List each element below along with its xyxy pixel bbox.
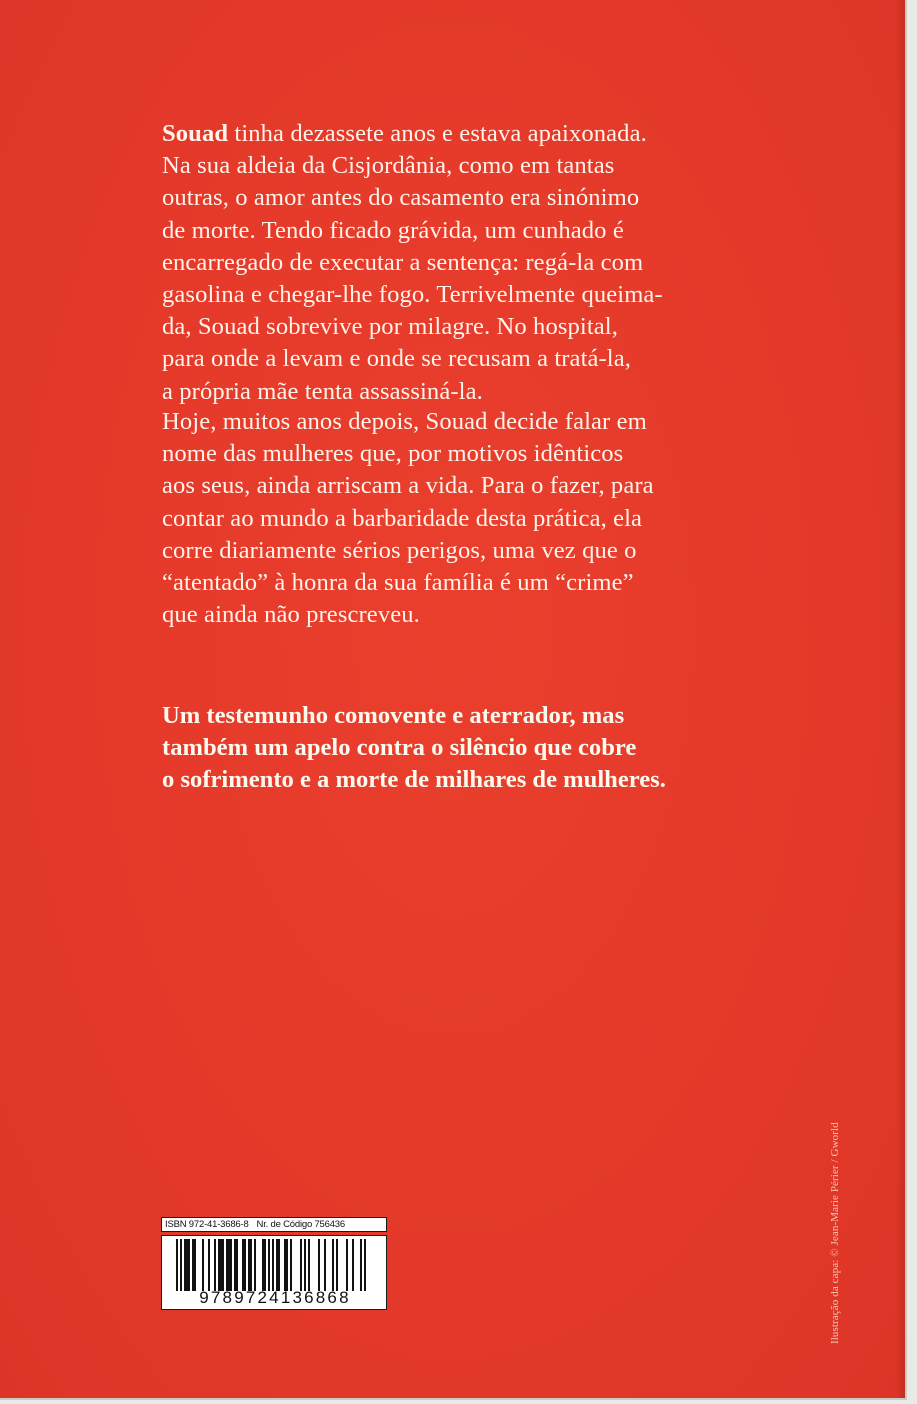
synopsis-line: para onde a levam e onde se recusam a tratá-la,: [162, 345, 632, 373]
barcode-bar: [262, 1239, 264, 1291]
isbn-strip: [161, 1217, 387, 1232]
tagline-line: o sofrimento e a morte de milhares de mulheres.: [162, 766, 666, 794]
barcode-bar: [300, 1239, 302, 1291]
barcode-bar: [234, 1239, 236, 1291]
barcode-bar: [230, 1239, 232, 1291]
synopsis-line: que ainda não prescreveu.: [162, 601, 420, 629]
product-code: Nr. de Código 756436: [256, 1219, 345, 1230]
barcode-bar: [352, 1239, 354, 1291]
synopsis-paragraph-1: [162, 118, 702, 408]
barcode-bar: [248, 1239, 250, 1291]
barcode-bar: [228, 1239, 230, 1291]
barcode-bar: [308, 1239, 310, 1291]
synopsis-line: outras, o amor antes do casamento era sinónimo: [162, 184, 640, 212]
barcode-bar: [220, 1239, 222, 1291]
barcode-bar: [242, 1239, 244, 1291]
page-edge-shadow: [896, 0, 905, 1398]
barcode-bar: [318, 1239, 320, 1291]
synopsis-line: corre diariamente sérios perigos, uma vez que o: [162, 536, 637, 564]
synopsis-line: a própria mãe tenta assassiná-la.: [162, 377, 483, 405]
barcode-bar: [186, 1239, 188, 1291]
barcode-bar: [202, 1239, 204, 1291]
protagonist-name: Souad: [162, 120, 229, 147]
barcode-bar: [254, 1239, 256, 1291]
tagline-line: também um apelo contra o silêncio que cobre: [162, 734, 637, 762]
tagline-line: Um testemunho comovente e aterrador, mas: [162, 702, 625, 729]
synopsis-line: gasolina e chegar-lhe fogo. Terrivelmente queima-: [162, 281, 663, 309]
barcode-bar: [360, 1239, 362, 1291]
barcode-bar: [336, 1239, 338, 1291]
barcode-bar: [188, 1239, 190, 1291]
barcode-bar: [244, 1239, 246, 1291]
synopsis-line: Souad tinha dezassete anos e estava apaixonada.: [162, 120, 647, 147]
barcode-bar: [184, 1239, 186, 1291]
synopsis-line: contar ao mundo a barbaridade desta prática, ela: [162, 504, 643, 532]
barcode-bar: [332, 1239, 334, 1291]
synopsis-line: “atentado” à honra da sua família é um “crime”: [162, 569, 634, 597]
synopsis-line: nome das mulheres que, por motivos idênticos: [162, 440, 624, 468]
barcode-bar: [226, 1239, 228, 1291]
barcode-bar: [236, 1239, 238, 1291]
isbn-number: ISBN 972-41-3686-8: [165, 1219, 249, 1230]
synopsis-line: encarregado de executar a sentença: regá-la com: [162, 248, 644, 276]
barcode-bar: [278, 1239, 280, 1291]
barcode-bar: [222, 1239, 224, 1291]
synopsis-line: Hoje, muitos anos depois, Souad decide falar em: [162, 408, 647, 435]
ean-barcode: [161, 1235, 387, 1310]
barcode-label: [161, 1217, 387, 1310]
synopsis-line: Na sua aldeia da Cisjordânia, como em tantas: [162, 152, 615, 180]
barcode-bar: [214, 1239, 216, 1291]
barcode-bar: [218, 1239, 220, 1291]
barcode-bar: [194, 1239, 196, 1291]
tagline: [162, 700, 722, 797]
synopsis-paragraph-2: [162, 406, 702, 631]
barcode-bar: [268, 1239, 270, 1291]
barcode-bar: [176, 1239, 178, 1291]
barcode-bar: [284, 1239, 286, 1291]
barcode-bar: [286, 1239, 288, 1291]
cover-illustration-credit: Ilustração da capa: © Jean-Marie Périer / Gworld: [829, 1122, 841, 1344]
barcode-bar: [208, 1239, 210, 1291]
barcode-bar: [304, 1239, 306, 1291]
barcode-bar: [346, 1239, 348, 1291]
barcode-bar: [264, 1239, 266, 1291]
barcode-digits: 9789724136868: [199, 1288, 351, 1307]
barcode-bar: [272, 1239, 274, 1291]
barcode-bar: [250, 1239, 252, 1291]
barcode-bar: [192, 1239, 194, 1291]
barcode-bars: [162, 1236, 388, 1292]
barcode-bar: [180, 1239, 182, 1291]
barcode-bar: [324, 1239, 326, 1291]
synopsis-line: aos seus, ainda arriscam a vida. Para o fazer, para: [162, 472, 654, 500]
barcode-bar: [364, 1239, 366, 1291]
barcode-bar: [290, 1239, 292, 1291]
barcode-bar: [276, 1239, 278, 1291]
synopsis-line: da, Souad sobrevive por milagre. No hospital,: [162, 313, 618, 341]
synopsis-line: de morte. Tendo ficado grávida, um cunhado é: [162, 216, 624, 244]
